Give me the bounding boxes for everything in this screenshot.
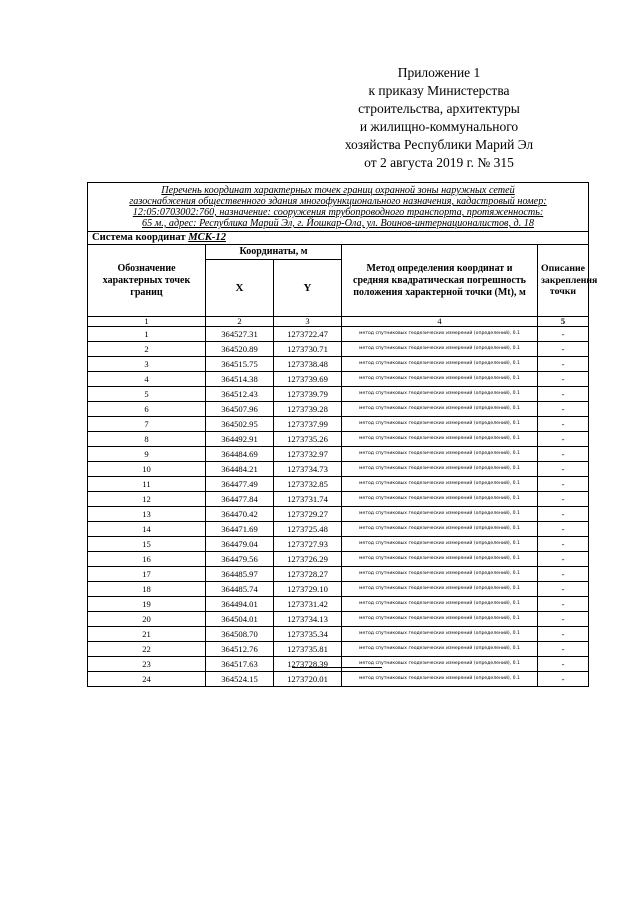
appendix-line: от 2 августа 2019 г. № 315 [364,155,514,170]
coordinate-system [88,232,589,245]
coordinate-y: 1273735.81 [274,642,342,657]
coordinate-system-label: Система координат [92,231,186,243]
table-row [88,432,589,447]
coordinate-x: 364477.49 [206,477,274,492]
coordinate-x: 364477.84 [206,492,274,507]
point-number: 1 [88,327,206,342]
coordinate-x: 364484.21 [206,462,274,477]
method-cell: метод спутниковых геодезических измерений (определений), 0.1 [342,582,538,597]
method-cell: метод спутниковых геодезических измерений (определений), 0.1 [342,552,538,567]
coordinate-x: 364484.69 [206,447,274,462]
description-cell: - [538,567,589,582]
coordinate-x: 364524.15 [206,672,274,687]
coordinate-y: 1273735.26 [274,432,342,447]
point-number: 14 [88,522,206,537]
method-cell: метод спутниковых геодезических измерений (определений), 0.1 [342,597,538,612]
point-number: 10 [88,462,206,477]
table-row [88,567,589,582]
point-number: 3 [88,357,206,372]
table-row [88,462,589,477]
coordinate-x: 364512.43 [206,387,274,402]
method-cell: метод спутниковых геодезических измерений (определений), 0.1 [342,402,538,417]
point-number: 16 [88,552,206,567]
point-number: 5 [88,387,206,402]
description-cell: - [538,462,589,477]
table-row [88,342,589,357]
coordinate-y: 1273731.42 [274,597,342,612]
method-cell: метод спутниковых геодезических измерений (определений), 0.1 [342,567,538,582]
header-row [88,245,589,260]
appendix-line: хозяйства Республики Марий Эл [344,137,534,152]
point-number: 6 [88,402,206,417]
coordinate-y: 1273734.73 [274,462,342,477]
description-cell: - [538,657,589,672]
coordinate-x: 364470.42 [206,507,274,522]
method-cell: метод спутниковых геодезических измерений (определений), 0.1 [342,327,538,342]
table-row [88,357,589,372]
table-row [88,387,589,402]
header-coordinates: Координаты, м [206,245,342,260]
coordinate-y: 1273739.79 [274,387,342,402]
coordinate-x: 364514.38 [206,372,274,387]
table-row [88,402,589,417]
appendix-header [309,64,569,172]
coordinate-y: 1273729.27 [274,507,342,522]
table-row [88,327,589,342]
coordinate-x: 364479.04 [206,537,274,552]
coordinate-x: 364504.01 [206,612,274,627]
coordinate-y: 1273735.34 [274,627,342,642]
method-cell: метод спутниковых геодезических измерений (определений), 0.1 [342,612,538,627]
coordinate-y: 1273738.48 [274,357,342,372]
description-cell: - [538,642,589,657]
footer-divider [292,667,382,668]
coordinate-x: 364502.95 [206,417,274,432]
appendix-line: строительства, архитектуры [358,101,520,116]
description-cell: - [538,522,589,537]
table-title-line: 65 м., адрес: Республика Марий Эл, г. Йошкар-Ола, ул. Воинов-интернационалистов, д. 18 [142,218,534,229]
coordinate-y: 1273728.27 [274,567,342,582]
method-cell: метод спутниковых геодезических измерений (определений), 0.1 [342,507,538,522]
column-number: 5 [538,317,589,327]
coordinate-system-row [88,232,589,245]
table-row [88,612,589,627]
table-row [88,507,589,522]
appendix-line: и жилищно-коммунального [359,119,519,134]
point-number: 19 [88,597,206,612]
table-row [88,672,589,687]
description-cell: - [538,477,589,492]
coordinate-y: 1273728.39 [274,657,342,672]
table-title-line: 12:05:0703002:760, назначение: сооружения трубопроводного транспорта, протяженность: [132,207,544,218]
description-cell: - [538,432,589,447]
coordinate-y: 1273731.74 [274,492,342,507]
coordinate-x: 364512.76 [206,642,274,657]
column-number: 2 [206,317,274,327]
table-row [88,657,589,672]
point-number: 17 [88,567,206,582]
header-y: Y [274,260,342,317]
coordinate-y: 1273739.69 [274,372,342,387]
point-number: 22 [88,642,206,657]
description-cell: - [538,372,589,387]
point-number: 7 [88,417,206,432]
table-row [88,417,589,432]
table-row [88,582,589,597]
appendix-line: к приказу Министерства [368,83,510,98]
point-number: 15 [88,537,206,552]
coordinate-x: 364508.70 [206,627,274,642]
column-number-row [88,317,589,327]
description-cell: - [538,342,589,357]
table-title-line: Перечень координат характерных точек границ охранной зоны наружных сетей [161,185,515,196]
table-row [88,642,589,657]
coordinate-y: 1273726.29 [274,552,342,567]
column-number: 4 [342,317,538,327]
point-number: 4 [88,372,206,387]
method-cell: метод спутниковых геодезических измерений (определений), 0.1 [342,627,538,642]
table-row [88,372,589,387]
point-number: 21 [88,627,206,642]
appendix-line: Приложение 1 [397,65,481,80]
method-cell: метод спутниковых геодезических измерений (определений), 0.1 [342,357,538,372]
table-row [88,447,589,462]
table-row [88,537,589,552]
table-title-line: газоснабжения общественного здания многофункционального назначения, кадастровый номер: [129,196,547,207]
column-number: 3 [274,317,342,327]
coordinate-x: 364507.96 [206,402,274,417]
coordinate-x: 364494.01 [206,597,274,612]
coordinates-table [87,182,598,687]
coordinate-x: 364527.31 [206,327,274,342]
table-title-row [88,183,589,232]
method-cell: метод спутниковых геодезических измерений (определений), 0.1 [342,522,538,537]
coordinate-x: 364520.89 [206,342,274,357]
coordinate-y: 1273732.97 [274,447,342,462]
coordinate-y: 1273732.85 [274,477,342,492]
description-cell: - [538,447,589,462]
description-cell: - [538,612,589,627]
method-cell: метод спутниковых геодезических измерений (определений), 0.1 [342,672,538,687]
coordinate-x: 364471.69 [206,522,274,537]
table-row [88,492,589,507]
point-number: 23 [88,657,206,672]
column-number: 1 [88,317,206,327]
header-description: Описание закрепления точки [538,245,589,317]
method-cell: метод спутниковых геодезических измерений (определений), 0.1 [342,387,538,402]
description-cell: - [538,327,589,342]
coordinate-y: 1273729.10 [274,582,342,597]
point-number: 2 [88,342,206,357]
description-cell: - [538,492,589,507]
coordinate-y: 1273725.48 [274,522,342,537]
header-method: Метод определения координат и средняя квадратическая погрешность положения характерной точки (Mt), м [342,245,538,317]
coordinate-x: 364485.97 [206,567,274,582]
method-cell: метод спутниковых геодезических измерений (определений), 0.1 [342,642,538,657]
coordinate-y: 1273722.47 [274,327,342,342]
description-cell: - [538,417,589,432]
coordinate-x: 364517.63 [206,657,274,672]
coordinate-y: 1273739.28 [274,402,342,417]
method-cell: метод спутниковых геодезических измерений (определений), 0.1 [342,342,538,357]
method-cell: метод спутниковых геодезических измерений (определений), 0.1 [342,657,538,672]
method-cell: метод спутниковых геодезических измерений (определений), 0.1 [342,447,538,462]
point-number: 20 [88,612,206,627]
description-cell: - [538,597,589,612]
description-cell: - [538,357,589,372]
coordinate-x: 364492.91 [206,432,274,447]
method-cell: метод спутниковых геодезических измерений (определений), 0.1 [342,537,538,552]
table-row [88,597,589,612]
description-cell: - [538,402,589,417]
coordinate-y: 1273734.13 [274,612,342,627]
coordinate-system-value: МСК-12 [188,231,227,243]
description-cell: - [538,627,589,642]
table-title [88,183,589,232]
point-number: 11 [88,477,206,492]
point-number: 8 [88,432,206,447]
point-number: 24 [88,672,206,687]
method-cell: метод спутниковых геодезических измерений (определений), 0.1 [342,432,538,447]
coordinate-x: 364479.56 [206,552,274,567]
point-number: 9 [88,447,206,462]
method-cell: метод спутниковых геодезических измерений (определений), 0.1 [342,492,538,507]
point-number: 18 [88,582,206,597]
header-x: X [206,260,274,317]
coordinate-y: 1273727.93 [274,537,342,552]
table-row [88,627,589,642]
coordinate-x: 364485.74 [206,582,274,597]
point-number: 13 [88,507,206,522]
coordinate-y: 1273730.71 [274,342,342,357]
header-designation: Обозначение характерных точек границ [88,245,206,317]
method-cell: метод спутниковых геодезических измерений (определений), 0.1 [342,372,538,387]
description-cell: - [538,672,589,687]
coordinate-x: 364515.75 [206,357,274,372]
description-cell: - [538,507,589,522]
description-cell: - [538,387,589,402]
method-cell: метод спутниковых геодезических измерений (определений), 0.1 [342,417,538,432]
coordinate-y: 1273720.01 [274,672,342,687]
method-cell: метод спутниковых геодезических измерений (определений), 0.1 [342,462,538,477]
table-row [88,522,589,537]
method-cell: метод спутниковых геодезических измерений (определений), 0.1 [342,477,538,492]
description-cell: - [538,552,589,567]
table-row [88,552,589,567]
point-number: 12 [88,492,206,507]
coordinate-y: 1273737.99 [274,417,342,432]
description-cell: - [538,582,589,597]
description-cell: - [538,537,589,552]
table-row [88,477,589,492]
